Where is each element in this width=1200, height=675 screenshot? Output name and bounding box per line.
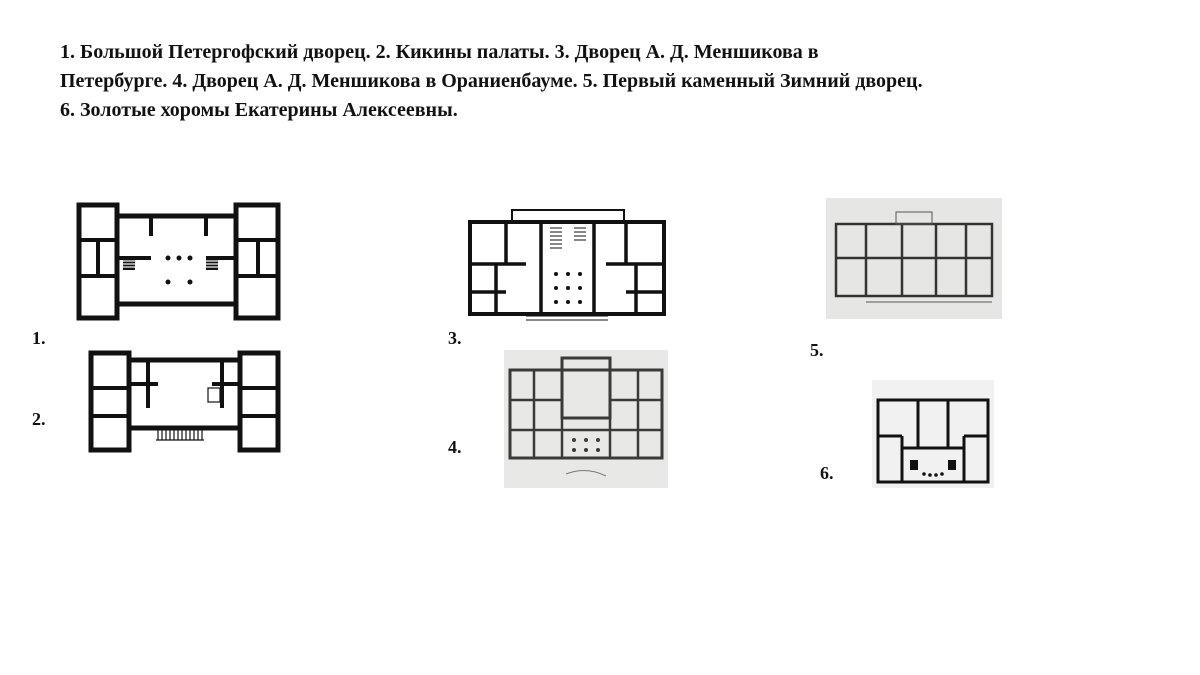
floor-plan-4-menshikov-palace-oranienbaum — [504, 350, 668, 488]
caption-line-1: 1. Большой Петергофский дворец. 2. Кикины палаты. 3. Дворец А. Д. Меншикова в — [60, 41, 819, 63]
caption-line-2: Петербурге. 4. Дворец А. Д. Меншикова в Ораниенбауме. 5. Первый каменный Зимний дворец. — [60, 70, 923, 92]
floor-plan-6-golden-chambers — [872, 380, 994, 488]
caption-line-3: 6. Золотые хоромы Екатерины Алексеевны. — [60, 99, 458, 121]
plan-number-1: 1. — [32, 328, 46, 348]
floor-plan-2-kikin-chambers — [88, 348, 282, 454]
floor-plan-5-first-stone-winter-palace — [826, 198, 1002, 319]
plan-number-2: 2. — [32, 409, 46, 429]
plan-number-4: 4. — [448, 437, 462, 457]
plan-number-6: 6. — [820, 463, 834, 483]
plan-number-5: 5. — [810, 340, 824, 360]
floor-plan-1-peterhof-palace — [76, 200, 282, 322]
slide-caption — [60, 38, 1170, 125]
floor-plan-3-menshikov-palace-petersburg — [466, 204, 668, 322]
plan-number-3: 3. — [448, 328, 462, 348]
